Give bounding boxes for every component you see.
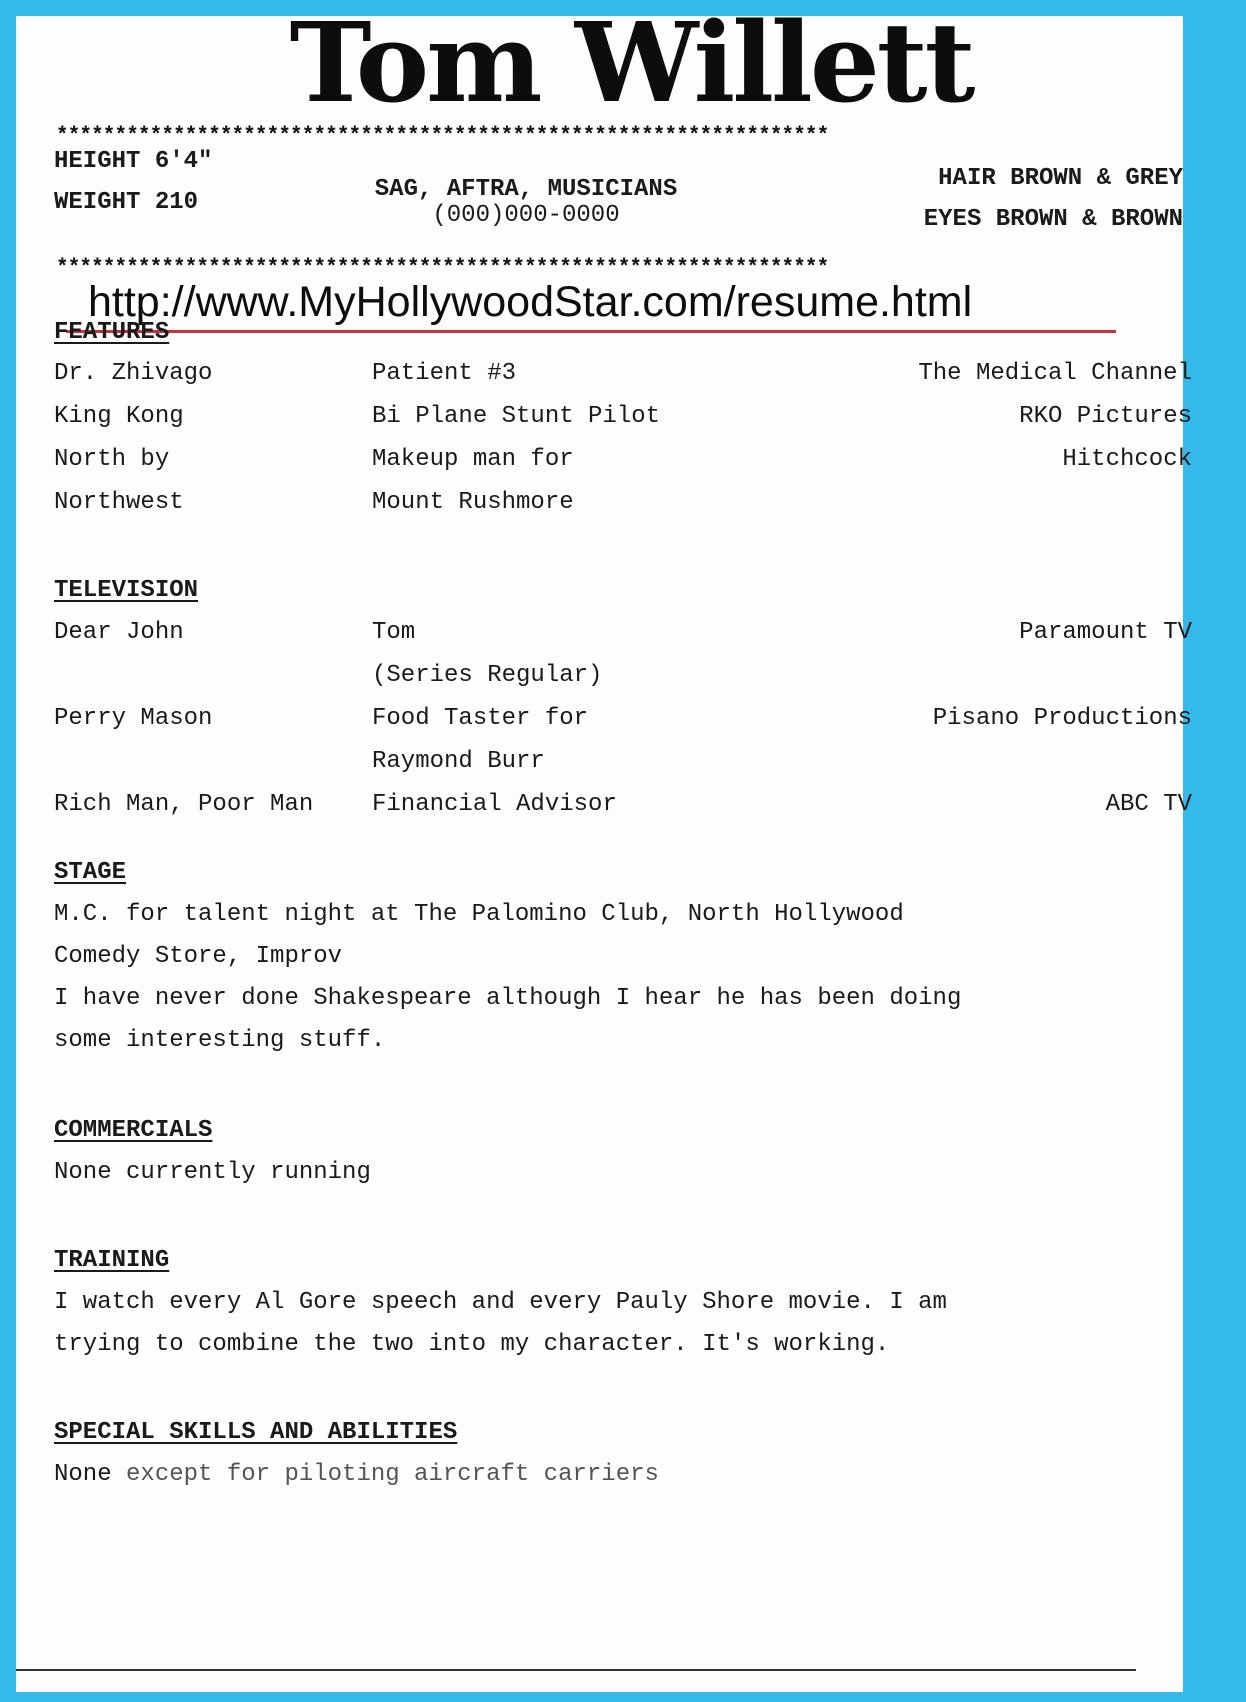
resume-page: [16, 0, 1192, 1692]
star-divider-top: ******************************************************************: [56, 125, 829, 148]
stage-line: M.C. for talent night at The Palomino Club, North Hollywood: [54, 901, 904, 928]
television-heading: TELEVISION: [54, 577, 199, 604]
eyes-stat: EYES BROWN & BROWN: [923, 206, 1183, 233]
weight-stat: WEIGHT 210: [54, 189, 199, 216]
credit-company: RKO Pictures: [1019, 403, 1192, 430]
credit-title: King Kong: [54, 403, 184, 430]
features-row: [54, 359, 1192, 389]
credit-role: Food Taster for: [372, 705, 589, 732]
skills-line-start: None: [54, 1461, 112, 1488]
credit-title: Dr. Zhivago: [54, 360, 213, 387]
training-heading: TRAINING: [54, 1247, 170, 1274]
credit-role: Tom: [372, 619, 416, 646]
television-row: [54, 661, 1192, 691]
credit-company: Pisano Productions: [932, 705, 1192, 732]
skills-line: [54, 1460, 1174, 1490]
credit-role: Mount Rushmore: [372, 489, 574, 516]
credit-role: Raymond Burr: [372, 748, 545, 775]
credit-title: Northwest: [54, 489, 184, 516]
phone-number: (000)000-0000: [432, 202, 620, 229]
credit-role: Makeup man for: [372, 446, 574, 473]
commercials-heading: COMMERCIALS: [54, 1117, 213, 1144]
features-row: [54, 488, 1192, 518]
stage-line: some interesting stuff.: [54, 1027, 386, 1054]
star-divider-bottom: ******************************************************************: [56, 257, 829, 280]
credit-role: Patient #3: [372, 360, 517, 387]
footer-rule: [16, 1669, 1136, 1671]
training-line: I watch every Al Gore speech and every Pauly Shore movie. I am: [54, 1289, 947, 1316]
resume-url-link[interactable]: http://www.MyHollywoodStar.com/resume.html: [88, 278, 973, 326]
credit-company: The Medical Channel: [918, 360, 1192, 387]
credit-company: ABC TV: [1105, 791, 1192, 818]
features-row: [54, 445, 1192, 475]
credit-title: Dear John: [54, 619, 184, 646]
url-underline: [66, 330, 1116, 333]
stage-line: I have never done Shakespeare although I hear he has been doing: [54, 985, 962, 1012]
stage-line: Comedy Store, Improv: [54, 943, 343, 970]
credit-title: North by: [54, 446, 170, 473]
credit-company: Hitchcock: [1062, 446, 1192, 473]
stage-heading: STAGE: [54, 859, 127, 886]
skills-heading: SPECIAL SKILLS AND ABILITIES: [54, 1419, 458, 1446]
credit-title: Rich Man, Poor Man: [54, 791, 314, 818]
credit-title: Perry Mason: [54, 705, 213, 732]
television-row: [54, 618, 1192, 648]
credit-company: Paramount TV: [1019, 619, 1192, 646]
height-stat: HEIGHT 6'4": [54, 148, 213, 175]
union-affiliations: SAG, AFTRA, MUSICIANS: [374, 176, 678, 203]
credit-role: (Series Regular): [372, 662, 603, 689]
skills-line-rest: except for piloting aircraft carriers: [111, 1461, 659, 1488]
training-line: trying to combine the two into my character. It's working.: [54, 1331, 890, 1358]
television-row: [54, 790, 1192, 820]
credit-role: Financial Advisor: [372, 791, 617, 818]
features-heading: FEATURES: [54, 319, 170, 346]
actor-name: Tom Willett: [289, 0, 973, 127]
commercials-line: None currently running: [54, 1159, 371, 1186]
television-row: [54, 747, 1192, 777]
television-row: [54, 704, 1192, 734]
credit-role: Bi Plane Stunt Pilot: [372, 403, 661, 430]
features-row: [54, 402, 1192, 432]
hair-stat: HAIR BROWN & GREY: [938, 165, 1183, 192]
